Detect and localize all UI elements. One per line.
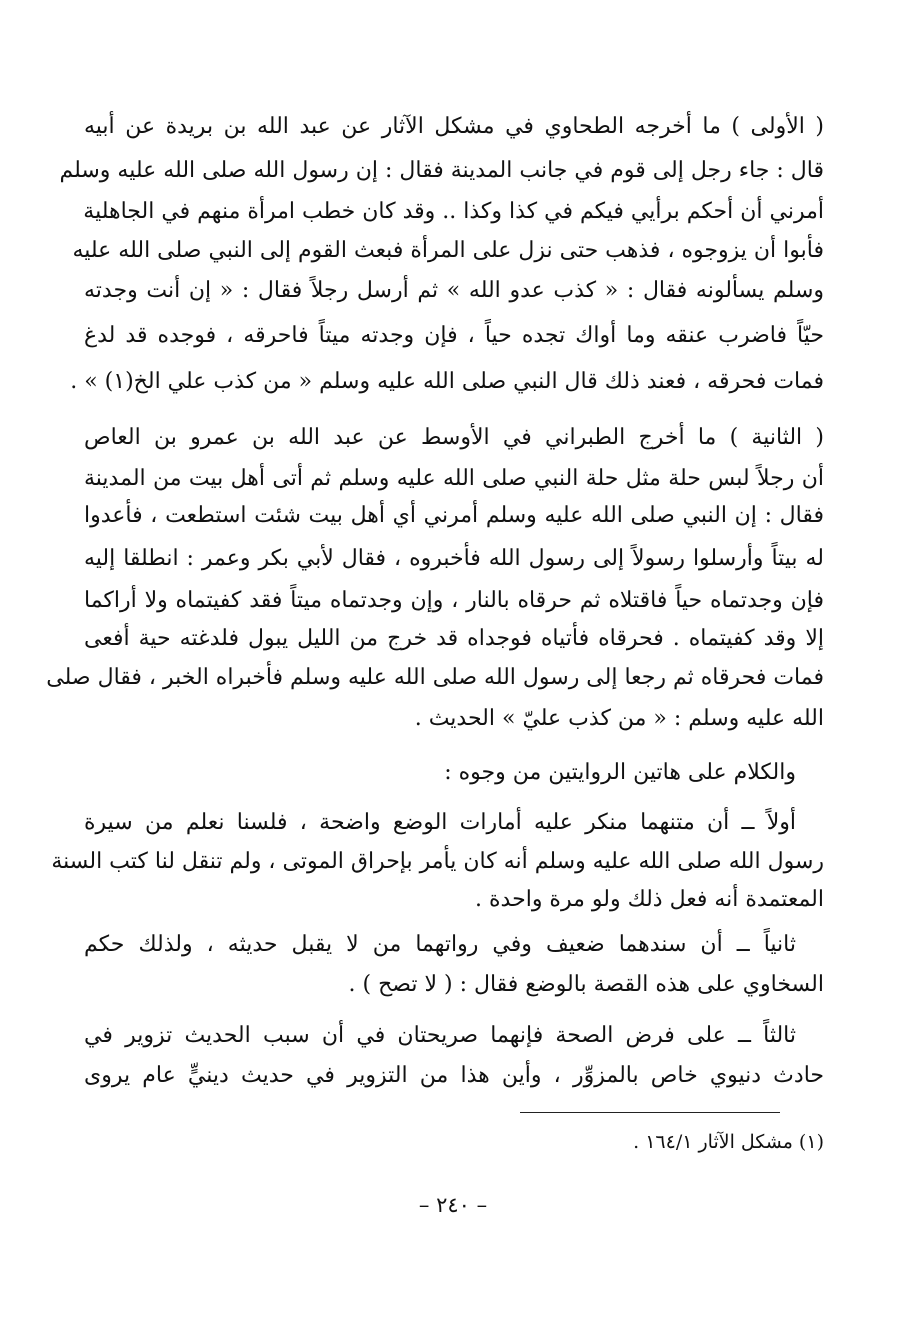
text-line: حادث دنيوي خاص بالمزوِّر ، وأين هذا من التزوير في حديث دينيٍّ عام يروى	[84, 1063, 824, 1088]
text-line: أمرني أن أحكم برأيي فيكم في كذا وكذا .. وقد كان خطب امرأة منهم في الجاهلية	[83, 199, 824, 224]
text-line: فمات فحرقاه ثم رجعا إلى رسول الله صلى الله عليه وسلم فأخبراه الخبر ، فقال صلى	[46, 665, 824, 690]
text-line: المعتمدة أنه فعل ذلك ولو مرة واحدة .	[475, 887, 824, 912]
text-line: ( الثانية ) ما أخرج الطبراني في الأوسط عن عبد الله بن عمرو بن العاص	[84, 425, 824, 450]
text-line: ثالثاً ــ على فرض الصحة فإنهما صريحتان في أن سبب الحديث تزوير في	[84, 1023, 796, 1048]
text-line: فإن وجدتماه حياً فاقتلاه ثم حرقاه بالنار ، وإن وجدتماه ميتاً فقد كفيتماه ولا أراكما	[84, 588, 824, 613]
text-line: فقال : إن النبي صلى الله عليه وسلم أمرني أي أهل بيت شئت استطعت ، فأعدوا	[84, 503, 824, 528]
page-number: – ٢٤٠ –	[418, 1193, 488, 1217]
text-line: أولاً ــ أن متنهما منكر عليه أمارات الوضع واضحة ، فلسنا نعلم من سيرة	[84, 810, 796, 835]
text-line: فأبوا أن يزوجوه ، فذهب حتى نزل على المرأة فبعث القوم إلى النبي صلى الله عليه	[72, 238, 824, 263]
section-heading: والكلام على هاتين الروايتين من وجوه :	[444, 760, 796, 785]
text-line: الله عليه وسلم : « من كذب عليّ » الحديث .	[414, 706, 824, 731]
text-line: ( الأولى ) ما أخرجه الطحاوي في مشكل الآثار عن عبد الله بن بريدة عن أبيه	[84, 114, 824, 139]
text-line: وسلم يسألونه فقال : « كذب عدو الله » ثم أرسل رجلاً فقال : « إن أنت وجدته	[84, 278, 824, 303]
text-line: حيّاً فاضرب عنقه وما أواك تجده حياً ، فإن وجدته ميتاً فاحرقه ، فوجده قد لدغ	[84, 323, 824, 348]
text-line: قال : جاء رجل إلى قوم في جانب المدينة فقال : إن رسول الله صلى الله عليه وسلم	[59, 158, 824, 183]
text-line: السخاوي على هذه القصة بالوضع فقال : ( لا تصح ) .	[348, 972, 824, 997]
text-line: فمات فحرقه ، فعند ذلك قال النبي صلى الله عليه وسلم « من كذب علي الخ(١) » .	[70, 369, 824, 394]
text-line: رسول الله صلى الله عليه وسلم أنه كان يأمر بإحراق الموتى ، ولم تنقل لنا كتب السنة	[51, 849, 824, 874]
footnote-divider	[520, 1112, 780, 1113]
text-line: أن رجلاً لبس حلة مثل حلة النبي صلى الله عليه وسلم ثم أتى أهل بيت من المدينة	[84, 466, 824, 491]
footnote: (١) مشكل الآثار ١٦٤/١ .	[633, 1131, 824, 1153]
text-line: ثانياً ــ أن سندهما ضعيف وفي رواتهما من لا يقبل حديثه ، ولذلك حكم	[84, 932, 796, 957]
text-line: له بيتاً وأرسلوا رسولاً إلى رسول الله فأخبروه ، فقال لأبي بكر وعمر : انطلقا إليه	[84, 546, 824, 571]
text-line: إلا وقد كفيتماه . فحرقاه فأتياه فوجداه قد خرج من الليل يبول فلدغته حية أفعى	[84, 626, 824, 651]
